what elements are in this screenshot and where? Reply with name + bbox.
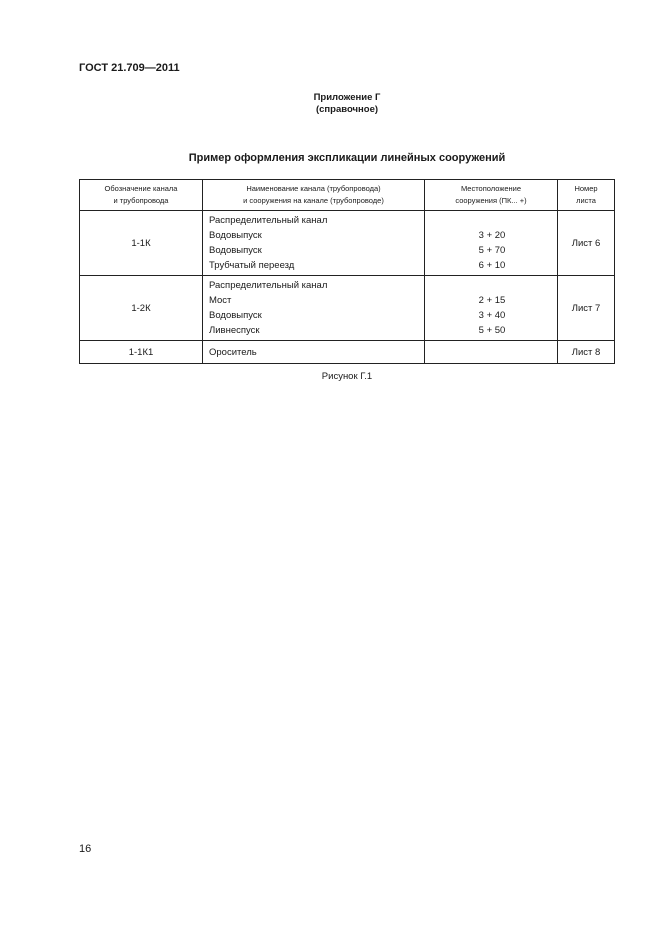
structure-names-cell (203, 211, 425, 276)
structure-name: Распределительный канал (209, 280, 328, 291)
structure-name: Водовыпуск (209, 310, 262, 321)
appendix-heading (0, 92, 661, 116)
location-value: 6 + 10 (478, 260, 506, 271)
location-value: 5 + 50 (478, 325, 506, 336)
location-value: 5 + 70 (478, 245, 506, 256)
channel-code-cell: 1-2К (80, 276, 203, 341)
structure-name: Водовыпуск (209, 245, 262, 256)
header-channel-code: Обозначение канала и трубопровода (80, 180, 203, 211)
structure-name: Распределительный канал (209, 215, 328, 226)
locations-cell (425, 276, 558, 341)
structure-names-cell (203, 276, 425, 341)
location-value: 3 + 20 (478, 230, 506, 241)
locations-cell (425, 211, 558, 276)
channel-code-cell: 1-1К (80, 211, 203, 276)
structure-name: Ливнеспуск (209, 325, 260, 336)
location-value (431, 278, 553, 293)
structure-name: Трубчатый переезд (209, 260, 295, 271)
appendix-title: Приложение Г (313, 92, 381, 103)
header-location: Местоположение сооружения (ПК... +) (425, 180, 558, 211)
location-value: 2 + 15 (478, 295, 506, 306)
location-value: 3 + 40 (478, 310, 506, 321)
structure-name: Мост (209, 295, 232, 306)
table-row (80, 211, 615, 276)
appendix-subtitle: (справочное) (315, 104, 379, 115)
header-structure-name: Наименование канала (трубопровода) и сооружения на канале (трубопроводе) (203, 180, 425, 211)
structure-name: Водовыпуск (209, 230, 262, 241)
header-sheet-number: Номер листа (558, 180, 615, 211)
location-value (431, 213, 553, 228)
sheet-number-cell: Лист 8 (558, 341, 615, 364)
locations-cell (425, 341, 558, 364)
table-row (80, 341, 615, 364)
explication-table (79, 179, 615, 364)
table-row (80, 276, 615, 341)
table-header-row (80, 180, 615, 211)
sheet-number-cell: Лист 7 (558, 276, 615, 341)
figure-title: Пример оформления экспликации линейных сооружений (188, 152, 506, 164)
page-number: 16 (79, 843, 92, 855)
sheet-number-cell: Лист 6 (558, 211, 615, 276)
location-value (431, 345, 553, 360)
standard-code: ГОСТ 21.709—2011 (79, 62, 180, 74)
channel-code-cell: 1-1К1 (80, 341, 203, 364)
structure-names-cell (203, 341, 425, 364)
structure-name: Ороситель (209, 346, 257, 358)
figure-caption: Рисунок Г.1 (321, 371, 373, 382)
